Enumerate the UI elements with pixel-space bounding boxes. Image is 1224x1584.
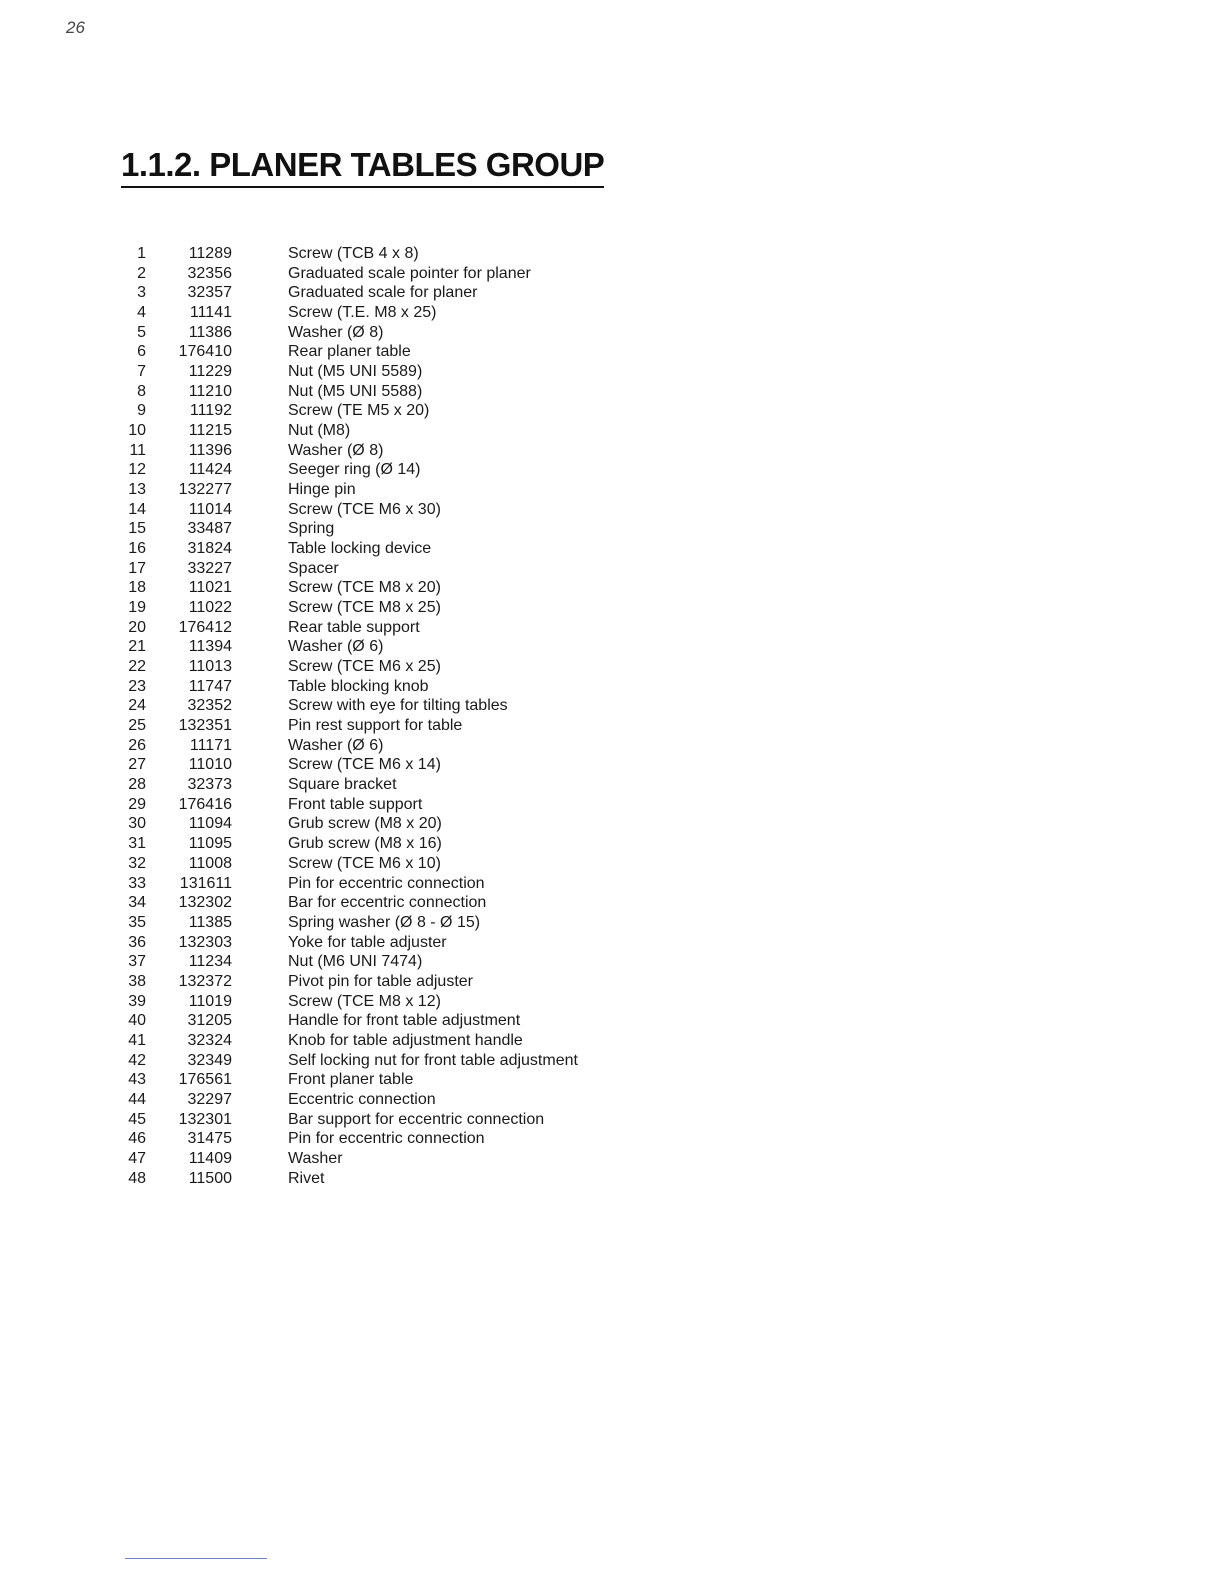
part-description: Front table support bbox=[288, 795, 423, 813]
part-code: 11424 bbox=[188, 461, 232, 479]
parts-row bbox=[120, 893, 680, 913]
part-description: Screw (TCB 4 x 8) bbox=[288, 245, 419, 262]
part-description: Screw (TCE M8 x 12) bbox=[288, 992, 441, 1010]
part-code: 11094 bbox=[188, 815, 232, 833]
part-code: 11019 bbox=[188, 992, 232, 1010]
parts-row bbox=[120, 814, 680, 834]
part-number: 37 bbox=[128, 953, 146, 971]
parts-row bbox=[120, 657, 680, 677]
parts-row bbox=[120, 1149, 680, 1169]
part-code: 11215 bbox=[188, 422, 232, 440]
part-number: 19 bbox=[128, 599, 146, 617]
part-number: 20 bbox=[128, 618, 146, 636]
part-description: Spacer bbox=[288, 559, 339, 577]
part-code: 31205 bbox=[187, 1012, 232, 1030]
part-number: 41 bbox=[128, 1031, 146, 1049]
part-number: 29 bbox=[128, 795, 146, 813]
parts-row bbox=[120, 598, 680, 618]
part-description: Rear table support bbox=[288, 618, 420, 636]
parts-row bbox=[120, 323, 680, 343]
parts-row bbox=[120, 874, 680, 894]
part-description: Square bracket bbox=[288, 776, 397, 794]
part-number: 42 bbox=[128, 1051, 146, 1069]
part-description: Washer bbox=[288, 1149, 343, 1167]
part-number: 2 bbox=[137, 264, 146, 282]
part-description: Pin for eccentric connection bbox=[288, 1130, 485, 1148]
part-number: 43 bbox=[128, 1071, 146, 1089]
parts-row bbox=[120, 382, 680, 402]
parts-row bbox=[120, 559, 680, 579]
part-number: 48 bbox=[128, 1169, 146, 1187]
part-number: 25 bbox=[128, 717, 146, 735]
part-code: 11021 bbox=[188, 579, 232, 597]
parts-list bbox=[120, 244, 680, 1188]
part-description: Screw (TCE M8 x 25) bbox=[288, 599, 441, 617]
part-number: 30 bbox=[128, 815, 146, 833]
part-code: 11500 bbox=[188, 1169, 232, 1187]
part-code: 32349 bbox=[187, 1051, 232, 1069]
parts-row bbox=[120, 618, 680, 638]
part-number: 31 bbox=[128, 835, 146, 853]
part-number: 26 bbox=[128, 736, 146, 754]
parts-row bbox=[120, 303, 680, 323]
part-description: Screw (TCE M6 x 14) bbox=[288, 756, 441, 774]
part-number: 16 bbox=[128, 540, 146, 558]
part-number: 13 bbox=[128, 481, 146, 499]
parts-row bbox=[120, 775, 680, 795]
part-code: 132277 bbox=[178, 481, 232, 499]
parts-row bbox=[120, 1110, 680, 1130]
part-description: Graduated scale for planer bbox=[288, 284, 478, 302]
part-code: 132372 bbox=[178, 972, 232, 990]
part-description: Bar for eccentric connection bbox=[288, 894, 487, 912]
part-description: Self locking nut for front table adjustment bbox=[288, 1051, 578, 1069]
part-number: 36 bbox=[128, 933, 146, 951]
part-number: 38 bbox=[128, 972, 146, 990]
part-number: 47 bbox=[128, 1149, 146, 1167]
part-code: 11014 bbox=[188, 500, 232, 518]
parts-row bbox=[120, 460, 680, 480]
part-number: 24 bbox=[128, 697, 146, 715]
part-description: Grub screw (M8 x 20) bbox=[288, 815, 442, 833]
parts-row bbox=[120, 736, 680, 756]
part-description: Rivet bbox=[288, 1169, 325, 1187]
part-code: 11022 bbox=[188, 599, 232, 617]
part-description: Knob for table adjustment handle bbox=[288, 1031, 523, 1049]
part-number: 7 bbox=[137, 363, 146, 381]
parts-row bbox=[120, 795, 680, 815]
part-description: Screw (TCE M6 x 30) bbox=[288, 500, 441, 518]
part-description: Seeger ring (Ø 14) bbox=[288, 461, 421, 479]
parts-row bbox=[120, 342, 680, 362]
part-number: 10 bbox=[128, 422, 146, 440]
parts-row bbox=[120, 578, 680, 598]
part-number: 21 bbox=[128, 638, 146, 656]
part-description: Washer (Ø 6) bbox=[288, 638, 384, 656]
part-number: 3 bbox=[137, 284, 146, 302]
part-code: 32297 bbox=[187, 1090, 232, 1108]
parts-row bbox=[120, 500, 680, 520]
part-description: Nut (M8) bbox=[288, 422, 351, 440]
part-description: Pivot pin for table adjuster bbox=[288, 972, 473, 990]
part-code: 32356 bbox=[187, 264, 232, 282]
part-description: Nut (M6 UNI 7474) bbox=[288, 953, 423, 971]
part-code: 11409 bbox=[188, 1149, 232, 1167]
part-description: Table locking device bbox=[288, 540, 432, 558]
part-number: 34 bbox=[128, 894, 146, 912]
parts-row bbox=[120, 952, 680, 972]
part-code: 11192 bbox=[189, 402, 232, 420]
part-number: 45 bbox=[128, 1110, 146, 1128]
section-title: 1.1.2. PLANER TABLES GROUP bbox=[121, 146, 604, 188]
page-number: 26 bbox=[66, 18, 85, 37]
part-description: Nut (M5 UNI 5589) bbox=[288, 363, 423, 381]
part-number: 5 bbox=[137, 323, 146, 341]
parts-row bbox=[120, 992, 680, 1012]
part-description: Spring bbox=[288, 520, 335, 538]
parts-row bbox=[120, 421, 680, 441]
part-number: 18 bbox=[128, 579, 146, 597]
part-number: 46 bbox=[128, 1130, 146, 1148]
footer-rule bbox=[125, 1558, 267, 1559]
part-code: 176416 bbox=[178, 795, 232, 813]
part-code: 11396 bbox=[188, 441, 232, 459]
parts-row bbox=[120, 1011, 680, 1031]
part-number: 23 bbox=[128, 677, 146, 695]
parts-row bbox=[120, 362, 680, 382]
parts-row bbox=[120, 539, 680, 559]
parts-row bbox=[120, 834, 680, 854]
part-description: Screw (TCE M8 x 20) bbox=[288, 579, 441, 597]
parts-row bbox=[120, 933, 680, 953]
parts-row bbox=[120, 1169, 680, 1189]
part-number: 32 bbox=[128, 854, 146, 872]
part-code: 132303 bbox=[178, 933, 232, 951]
part-code: 11289 bbox=[188, 245, 232, 262]
part-description: Eccentric connection bbox=[288, 1090, 436, 1108]
part-number: 8 bbox=[137, 382, 146, 400]
parts-row bbox=[120, 972, 680, 992]
part-description: Yoke for table adjuster bbox=[288, 933, 447, 951]
parts-row bbox=[120, 1031, 680, 1051]
part-number: 11 bbox=[129, 441, 146, 459]
part-description: Grub screw (M8 x 16) bbox=[288, 835, 442, 853]
part-number: 39 bbox=[128, 992, 146, 1010]
part-number: 27 bbox=[128, 756, 146, 774]
part-number: 22 bbox=[128, 658, 146, 676]
part-description: Bar support for eccentric connection bbox=[288, 1110, 545, 1128]
part-description: Screw (TCE M6 x 25) bbox=[288, 658, 441, 676]
parts-row bbox=[120, 283, 680, 303]
part-description: Washer (Ø 8) bbox=[288, 441, 384, 459]
part-description: Table blocking knob bbox=[288, 677, 429, 695]
parts-row bbox=[120, 913, 680, 933]
part-description: Washer (Ø 6) bbox=[288, 736, 384, 754]
part-code: 32324 bbox=[187, 1031, 232, 1049]
part-number: 1 bbox=[137, 245, 146, 262]
part-number: 35 bbox=[128, 913, 146, 931]
part-code: 11010 bbox=[188, 756, 232, 774]
part-code: 131611 bbox=[179, 874, 232, 892]
parts-row bbox=[120, 441, 680, 461]
parts-row bbox=[120, 1129, 680, 1149]
part-number: 6 bbox=[137, 343, 146, 361]
parts-row bbox=[120, 519, 680, 539]
part-description: Graduated scale pointer for planer bbox=[288, 264, 531, 282]
part-code: 176412 bbox=[178, 618, 232, 636]
part-number: 15 bbox=[128, 520, 146, 538]
part-description: Screw (TE M5 x 20) bbox=[288, 402, 430, 420]
part-code: 11095 bbox=[188, 835, 232, 853]
part-description: Hinge pin bbox=[288, 481, 356, 499]
part-code: 32357 bbox=[187, 284, 232, 302]
part-code: 132351 bbox=[178, 717, 232, 735]
part-description: Pin rest support for table bbox=[288, 717, 463, 735]
part-code: 11394 bbox=[188, 638, 232, 656]
part-code: 11008 bbox=[188, 854, 232, 872]
part-description: Screw with eye for tilting tables bbox=[288, 697, 508, 715]
parts-row bbox=[120, 755, 680, 775]
part-description: Pin for eccentric connection bbox=[288, 874, 485, 892]
parts-row bbox=[120, 401, 680, 421]
parts-row bbox=[120, 1051, 680, 1071]
parts-row bbox=[120, 244, 680, 264]
part-number: 4 bbox=[137, 304, 146, 322]
part-code: 11386 bbox=[188, 323, 232, 341]
parts-row bbox=[120, 1090, 680, 1110]
part-number: 33 bbox=[128, 874, 146, 892]
part-code: 132301 bbox=[178, 1110, 232, 1128]
parts-row bbox=[120, 637, 680, 657]
part-description: Handle for front table adjustment bbox=[288, 1012, 521, 1030]
part-code: 33487 bbox=[187, 520, 232, 538]
part-description: Spring washer (Ø 8 - Ø 15) bbox=[288, 913, 481, 931]
parts-row bbox=[120, 716, 680, 736]
part-code: 11210 bbox=[188, 382, 232, 400]
part-number: 14 bbox=[128, 500, 146, 518]
part-description: Washer (Ø 8) bbox=[288, 323, 384, 341]
part-code: 32373 bbox=[187, 776, 232, 794]
part-description: Front planer table bbox=[288, 1071, 414, 1089]
part-code: 176410 bbox=[178, 343, 232, 361]
part-code: 31824 bbox=[187, 540, 232, 558]
part-description: Screw (TCE M6 x 10) bbox=[288, 854, 441, 872]
part-code: 32352 bbox=[187, 697, 232, 715]
parts-row bbox=[120, 480, 680, 500]
part-number: 9 bbox=[137, 402, 146, 420]
parts-row bbox=[120, 1070, 680, 1090]
part-description: Nut (M5 UNI 5588) bbox=[288, 382, 423, 400]
part-code: 11229 bbox=[188, 363, 232, 381]
part-code: 11234 bbox=[188, 953, 232, 971]
part-code: 11141 bbox=[189, 304, 232, 322]
part-number: 40 bbox=[128, 1012, 146, 1030]
part-code: 33227 bbox=[187, 559, 232, 577]
part-number: 28 bbox=[128, 776, 146, 794]
parts-row bbox=[120, 264, 680, 284]
part-code: 176561 bbox=[178, 1071, 232, 1089]
part-code: 11385 bbox=[188, 913, 232, 931]
part-code: 11171 bbox=[189, 736, 232, 754]
parts-row bbox=[120, 677, 680, 697]
part-code: 31475 bbox=[187, 1130, 232, 1148]
parts-row bbox=[120, 696, 680, 716]
part-code: 11013 bbox=[188, 658, 232, 676]
parts-row bbox=[120, 854, 680, 874]
part-description: Rear planer table bbox=[288, 343, 411, 361]
part-number: 44 bbox=[128, 1090, 146, 1108]
part-number: 17 bbox=[128, 559, 146, 577]
part-code: 132302 bbox=[178, 894, 232, 912]
part-number: 12 bbox=[128, 461, 146, 479]
part-code: 11747 bbox=[188, 677, 232, 695]
part-description: Screw (T.E. M8 x 25) bbox=[288, 304, 437, 322]
